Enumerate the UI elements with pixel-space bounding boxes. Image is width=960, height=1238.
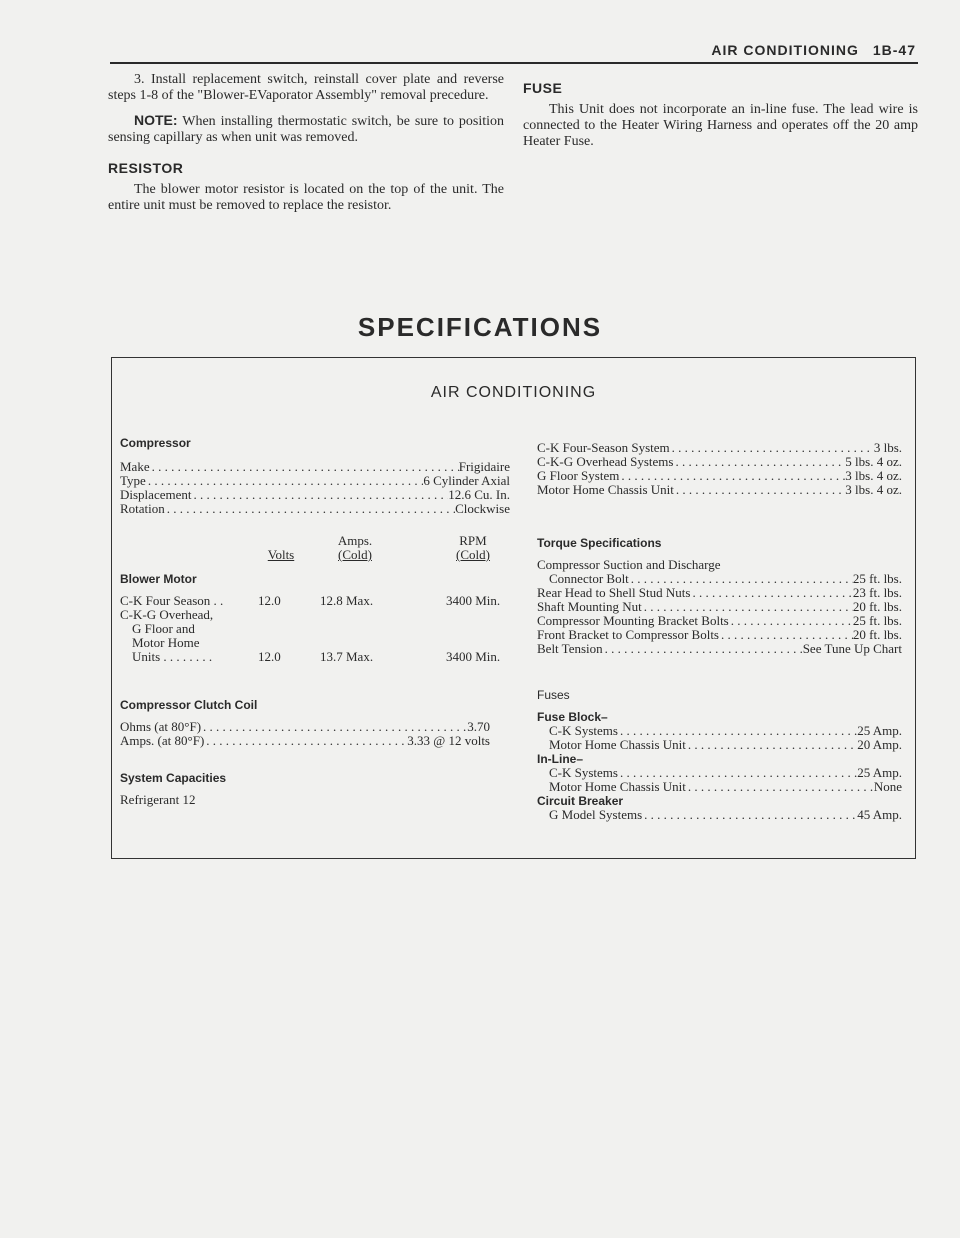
spec-label: C-K Four-Season System: [537, 440, 670, 455]
spec-row: [537, 738, 902, 752]
leader-dots: [719, 628, 853, 642]
leader-dots: [204, 734, 407, 748]
spec-label: Type: [120, 473, 146, 488]
col-label: (Cold): [338, 547, 372, 562]
spec-row: [537, 642, 902, 656]
leader-dots: [729, 614, 853, 628]
spec-value: 25 Amp.: [857, 723, 902, 738]
compressor-specs: [120, 436, 510, 516]
blower-row-volts: 12.0: [258, 593, 281, 608]
resistor-text: The blower motor resistor is located on the top of the unit. The entire unit must be removed to replace the resistor.: [108, 182, 504, 213]
spec-value: Clockwise: [455, 501, 510, 516]
blower-row-label: Motor Home: [132, 635, 200, 650]
torque-line: Compressor Suction and Discharge: [537, 557, 721, 572]
spec-value: 3 lbs. 4 oz.: [845, 482, 902, 497]
leader-dots: [642, 808, 857, 822]
circuit-breaker-heading: Circuit Breaker: [537, 794, 624, 808]
specifications-title: SPECIFICATIONS: [357, 312, 603, 342]
leader-dots: [603, 642, 803, 656]
spec-value: 3 lbs. 4 oz.: [845, 468, 902, 483]
blower-row-label: C-K Four Season . .: [120, 593, 224, 608]
col-label: RPM: [459, 533, 487, 548]
spec-row: [537, 780, 902, 794]
spec-label: Front Bracket to Compressor Bolts: [537, 627, 719, 642]
capacities-heading: System Capacities: [120, 771, 227, 785]
blower-row-label: Units . . . . . . . .: [132, 649, 213, 664]
leader-dots: [165, 502, 455, 516]
refrigerant-label: Refrigerant 12: [120, 792, 196, 807]
spec-label: Displacement: [120, 487, 192, 502]
blower-row-label: C-K-G Overhead,: [120, 607, 214, 622]
spec-value: 12.6 Cu. In.: [448, 487, 510, 502]
spec-row: [537, 455, 902, 469]
spec-value: 45 Amp.: [857, 807, 902, 822]
leader-dots: [619, 469, 845, 483]
note-label: NOTE:: [134, 112, 178, 128]
spec-label: Make: [120, 459, 150, 474]
specifications-box: [111, 357, 916, 859]
spec-value: 25 ft. lbs.: [852, 613, 902, 628]
spec-row: [537, 483, 902, 497]
air-conditioning-title: AIR CONDITIONING: [430, 384, 597, 401]
leader-dots: [201, 720, 467, 734]
spec-value: 3.33 @ 12 volts: [407, 733, 490, 748]
step-3-text: 3. Install replacement switch, reinstall cover plate and reverse steps 1-8 of the "Blower-EVaporator Assembly" removal precedure.: [108, 72, 504, 103]
leader-dots: [618, 724, 857, 738]
blower-row-label: G Floor and: [132, 621, 195, 636]
spec-value: 20 ft. lbs.: [852, 627, 902, 642]
col-label: (Cold): [456, 547, 490, 562]
inline-heading: In-Line–: [537, 752, 584, 766]
spec-row: [537, 724, 902, 738]
spec-row: [120, 460, 510, 474]
spec-value: 25 ft. lbs.: [852, 571, 902, 586]
spec-label: C-K Systems: [549, 723, 618, 738]
spec-row: [120, 734, 490, 748]
col-label: Volts: [267, 547, 295, 562]
blower-motor-heading: Blower Motor: [120, 572, 197, 586]
spec-row: [120, 474, 510, 488]
leader-dots: [150, 460, 459, 474]
refrigerant-charge-specs: [537, 441, 902, 497]
fuse-heading: FUSE: [523, 80, 563, 96]
fuses-heading: Fuses: [537, 688, 570, 702]
header-section: AIR CONDITIONING: [711, 42, 859, 58]
leader-dots: [618, 766, 857, 780]
spec-row: [120, 720, 490, 734]
fuse-text: This Unit does not incorporate an in-line fuse. The lead wire is connected to the Heater Wiring Harness and operates off the 20 amp Heater Fuse.: [523, 102, 918, 149]
page-number: 1B-47: [872, 42, 916, 58]
spec-label: Compressor Mounting Bracket Bolts: [537, 613, 729, 628]
spec-label: Shaft Mounting Nut: [537, 599, 642, 614]
torque-heading: Torque Specifications: [537, 536, 662, 550]
leader-dots: [191, 488, 448, 502]
spec-row: [537, 614, 902, 628]
col-label: Amps.: [337, 533, 373, 548]
spec-label: G Model Systems: [549, 807, 643, 822]
blower-row-rpm: 3400 Min.: [446, 649, 501, 664]
rpm-column-header: [438, 534, 508, 562]
spec-label: Rotation: [120, 501, 165, 516]
spec-value: 20 ft. lbs.: [852, 599, 902, 614]
spec-row: [537, 766, 902, 780]
spec-value: 5 lbs. 4 oz.: [845, 454, 902, 469]
spec-row: [537, 628, 902, 642]
spec-row: [537, 441, 902, 455]
resistor-heading: RESISTOR: [108, 160, 184, 176]
spec-row: [537, 586, 902, 600]
header-rule: [110, 62, 918, 64]
spec-label: Amps. (at 80°F): [120, 733, 205, 748]
spec-label: Motor Home Chassis Unit: [549, 779, 686, 794]
blower-row-amps: 13.7 Max.: [320, 649, 374, 664]
clutch-coil-heading: Compressor Clutch Coil: [120, 698, 258, 712]
spec-value: 25 Amp.: [857, 765, 902, 780]
amps-column-header: [320, 534, 390, 562]
spec-value: None: [873, 779, 902, 794]
spec-label: C-K-G Overhead Systems: [537, 454, 674, 469]
left-column: [108, 72, 504, 222]
blower-row-rpm: 3400 Min.: [446, 593, 501, 608]
page-header: [711, 42, 916, 58]
note-paragraph: [108, 112, 504, 146]
spec-label: Belt Tension: [537, 641, 603, 656]
leader-dots: [146, 474, 424, 488]
spec-value: Frigidaire: [458, 459, 510, 474]
leader-dots: [642, 600, 853, 614]
spec-label: Motor Home Chassis Unit: [549, 737, 686, 752]
spec-label: C-K Systems: [549, 765, 618, 780]
spec-label: Rear Head to Shell Stud Nuts: [537, 585, 691, 600]
torque-specs: [537, 536, 902, 656]
fuse-block-heading: Fuse Block–: [537, 710, 608, 724]
spec-label: G Floor System: [537, 468, 620, 483]
leader-dots: [673, 455, 845, 469]
system-capacities: [120, 771, 490, 807]
spec-row: [537, 572, 902, 586]
spec-row: [537, 600, 902, 614]
compressor-heading: Compressor: [120, 436, 191, 450]
spec-value: 20 Amp.: [857, 737, 902, 752]
blower-row-amps: 12.8 Max.: [320, 593, 374, 608]
spec-label: Ohms (at 80°F): [120, 719, 202, 734]
leader-dots: [686, 738, 857, 752]
leader-dots: [690, 586, 852, 600]
volts-column-header: [256, 548, 306, 562]
spec-label: Motor Home Chassis Unit: [537, 482, 674, 497]
spec-row: [537, 808, 902, 822]
note-text: When installing thermostatic switch, be sure to position sensing capillary as when unit was removed.: [108, 114, 504, 145]
spec-label: Connector Bolt: [549, 571, 629, 586]
spec-value: 3.70: [467, 719, 490, 734]
spec-value: 23 ft. lbs.: [852, 585, 902, 600]
spec-value: 3 lbs.: [873, 440, 902, 455]
spec-row: [537, 469, 902, 483]
clutch-coil-specs: [120, 698, 490, 748]
fuse-specs: [537, 688, 902, 822]
leader-dots: [674, 483, 845, 497]
leader-dots: [686, 780, 874, 794]
spec-value: See Tune Up Chart: [802, 641, 902, 656]
spec-row: [120, 488, 510, 502]
right-column: [523, 80, 918, 150]
leader-dots: [629, 572, 853, 586]
leader-dots: [670, 441, 874, 455]
spec-row: [120, 502, 510, 516]
blower-row-volts: 12.0: [258, 649, 281, 664]
spec-value: 6 Cylinder Axial: [423, 473, 510, 488]
